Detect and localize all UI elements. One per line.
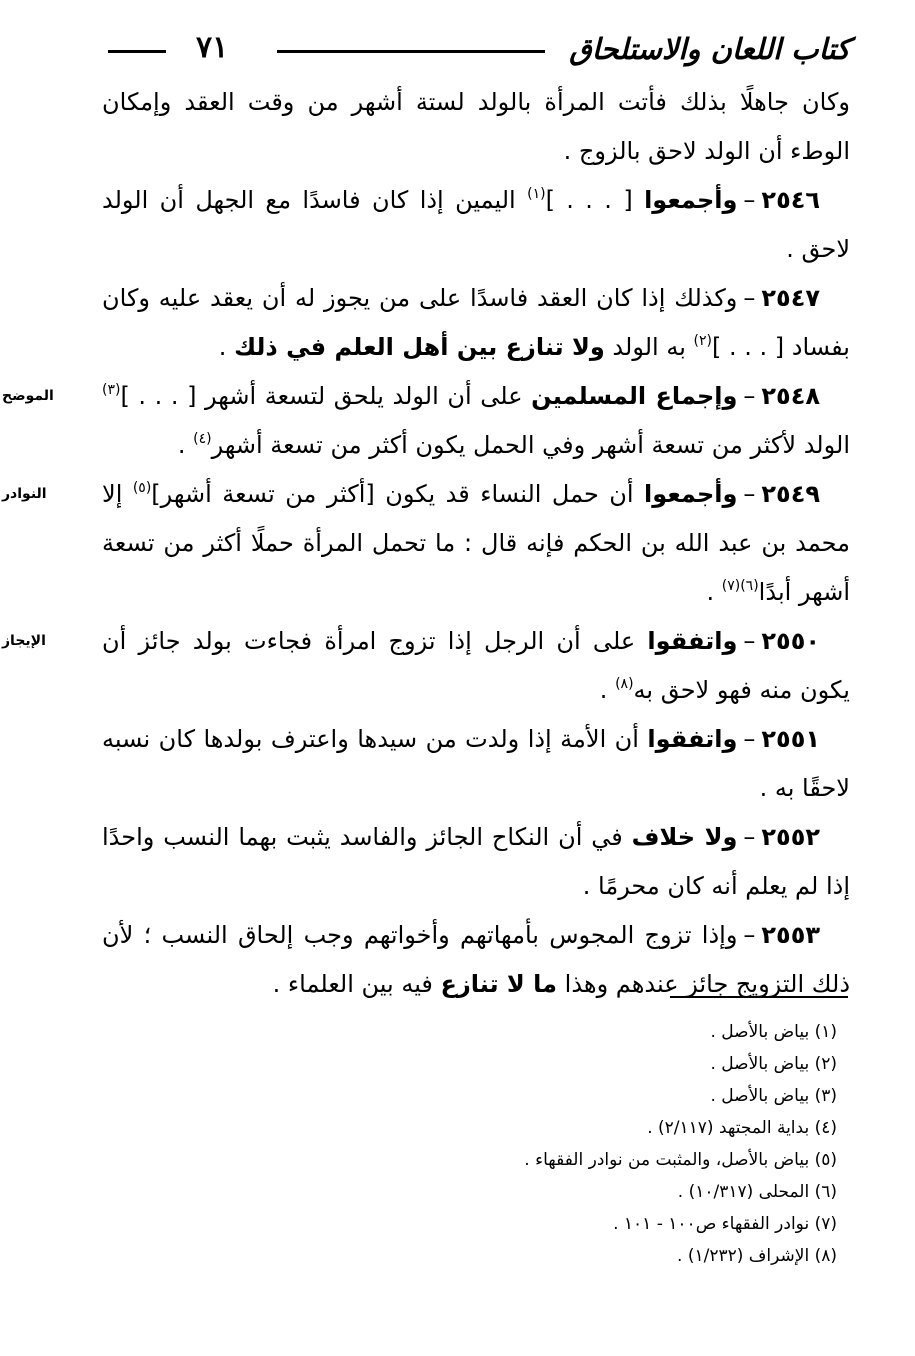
text-run: الولد لأكثر من تسعة أشهر وفي الحمل يكون أكثر من تسعة أشهر bbox=[211, 431, 850, 459]
footnote-item: (٤) بداية المجتهد (٢/١١٧) . bbox=[647, 1118, 837, 1138]
header-rule-left bbox=[108, 50, 166, 53]
bold-phrase: واتفقوا bbox=[647, 627, 738, 655]
text-run: فيه بين العلماء . bbox=[272, 970, 441, 998]
main-text bbox=[2, 78, 850, 1009]
paragraph-p2546 bbox=[102, 176, 850, 274]
text-run: به الولد bbox=[604, 333, 694, 361]
text-run: على أن الرجل إذا تزوج امرأة فجاءت بولد جائز أن يكون منه فهو لاحق به bbox=[102, 627, 850, 704]
footnote-marker: (٢) bbox=[693, 333, 712, 349]
paragraph-number: ٢٥٥١ bbox=[761, 725, 820, 753]
paragraph-p2549 bbox=[2, 470, 850, 617]
paragraph-number: ٢٥٤٦ bbox=[761, 186, 821, 214]
paragraph-number: ٢٥٤٩ bbox=[761, 480, 820, 508]
paragraph-number: ٢٥٤٧ bbox=[761, 284, 820, 312]
footnote-marker: (٨) bbox=[615, 676, 634, 692]
footnote-item: (٣) بياض بالأصل . bbox=[710, 1086, 837, 1106]
page-number: ٧١ bbox=[196, 30, 229, 65]
paragraph-number: ٢٥٥٣ bbox=[761, 921, 820, 949]
header-rule-right bbox=[277, 50, 545, 53]
number-dash: – bbox=[743, 627, 756, 655]
footnote-item: (١) بياض بالأصل . bbox=[710, 1022, 837, 1042]
text-run: في أن النكاح الجائز والفاسد يثبت بهما النسب واحدًا إذا لم يعلم أنه كان محرمًا . bbox=[102, 823, 850, 900]
running-title: كتاب اللعان والاستلحاق bbox=[569, 32, 850, 66]
bold-phrase: وإجماع المسلمين bbox=[531, 382, 738, 410]
paragraph-number: ٢٥٥٠ bbox=[761, 627, 820, 655]
text-run: على أن الولد يلحق لتسعة أشهر [ . . . ] bbox=[120, 382, 532, 410]
bold-phrase: واتفقوا bbox=[647, 725, 738, 753]
footnote-item: (٨) الإشراف (١/٢٣٢) . bbox=[677, 1246, 837, 1266]
text-run: . bbox=[706, 578, 722, 606]
number-dash: – bbox=[743, 284, 756, 312]
paragraph-number: ٢٥٤٨ bbox=[761, 382, 820, 410]
number-dash: – bbox=[743, 186, 756, 214]
text-run: . bbox=[599, 676, 616, 704]
bold-phrase: ولا تنازع بين أهل العلم في ذلك bbox=[234, 333, 605, 361]
text-run: أن الأمة إذا ولدت من سيدها واعترف بولدها كان نسبه لاحقًا به . bbox=[102, 725, 850, 802]
bold-phrase: ما لا تنازع bbox=[440, 970, 558, 998]
text-run: أن حمل النساء قد يكون [أكثر من تسعة أشهر] bbox=[151, 480, 645, 508]
number-dash: – bbox=[743, 823, 756, 851]
number-dash: – bbox=[743, 382, 756, 410]
footnote-item: (٥) بياض بالأصل، والمثبت من نوادر الفقهاء . bbox=[524, 1150, 837, 1170]
text-run: اليمين إذا كان فاسدًا مع الجهل أن الولد لاحق . bbox=[102, 186, 850, 263]
bold-phrase: وأجمعوا bbox=[644, 186, 738, 214]
paragraph-p2551 bbox=[102, 715, 850, 813]
footnote-marker: (٥) bbox=[132, 480, 152, 496]
paragraph-p2547 bbox=[102, 274, 850, 372]
text-run: وإذا تزوج المجوس بأمهاتهم وأخواتهم وجب إلحاق النسب ؛ لأن ذلك التزويج جائز عندهم وهذا bbox=[102, 921, 850, 998]
number-dash: – bbox=[743, 480, 756, 508]
footnote-marker: (٣) bbox=[102, 382, 121, 398]
bold-phrase: ولا خلاف bbox=[631, 823, 738, 851]
text-run: [ . . . ] bbox=[545, 186, 645, 214]
bold-phrase: وأجمعوا bbox=[644, 480, 738, 508]
paragraph-p2550 bbox=[2, 617, 850, 715]
paragraph-p0 bbox=[102, 78, 850, 176]
footnotes bbox=[77, 1016, 837, 1272]
text-run: وكذلك إذا كان العقد فاسدًا على من يجوز له أن يعقد عليه وكان بفساد [ . . . ] bbox=[102, 284, 850, 361]
margin-source-note: الموضح bbox=[2, 388, 54, 404]
text-run: . bbox=[177, 431, 194, 459]
text-run: إلا محمد بن عبد الله بن الحكم فإنه قال : ما تحمل المرأة حملًا أكثر من تسعة أشهر أبدًا bbox=[102, 480, 850, 606]
paragraph-p2548 bbox=[2, 372, 850, 470]
footnote-separator bbox=[670, 996, 848, 998]
page-header bbox=[108, 28, 850, 74]
margin-source-note: الإيجاز bbox=[2, 633, 46, 649]
footnote-item: (٢) بياض بالأصل . bbox=[710, 1054, 837, 1074]
text-run: . bbox=[218, 333, 235, 361]
number-dash: – bbox=[743, 921, 756, 949]
text-run: وكان جاهلًا بذلك فأتت المرأة بالولد لستة أشهر من وقت العقد وإمكان الوطء أن الولد لاحق بالزوج . bbox=[102, 88, 850, 165]
footnote-item: (٧) نوادر الفقهاء ص١٠٠ - ١٠١ . bbox=[613, 1214, 837, 1234]
paragraph-number: ٢٥٥٢ bbox=[761, 823, 820, 851]
footnote-marker: (٦)(٧) bbox=[721, 578, 759, 594]
footnote-marker: (١) bbox=[527, 186, 546, 202]
footnote-marker: (٤) bbox=[193, 431, 212, 447]
paragraph-p2553 bbox=[102, 911, 850, 1009]
number-dash: – bbox=[743, 725, 756, 753]
margin-source-note: النوادر bbox=[2, 486, 47, 502]
paragraph-p2552 bbox=[102, 813, 850, 911]
footnote-item: (٦) المحلى (١٠/٣١٧) . bbox=[677, 1182, 837, 1202]
